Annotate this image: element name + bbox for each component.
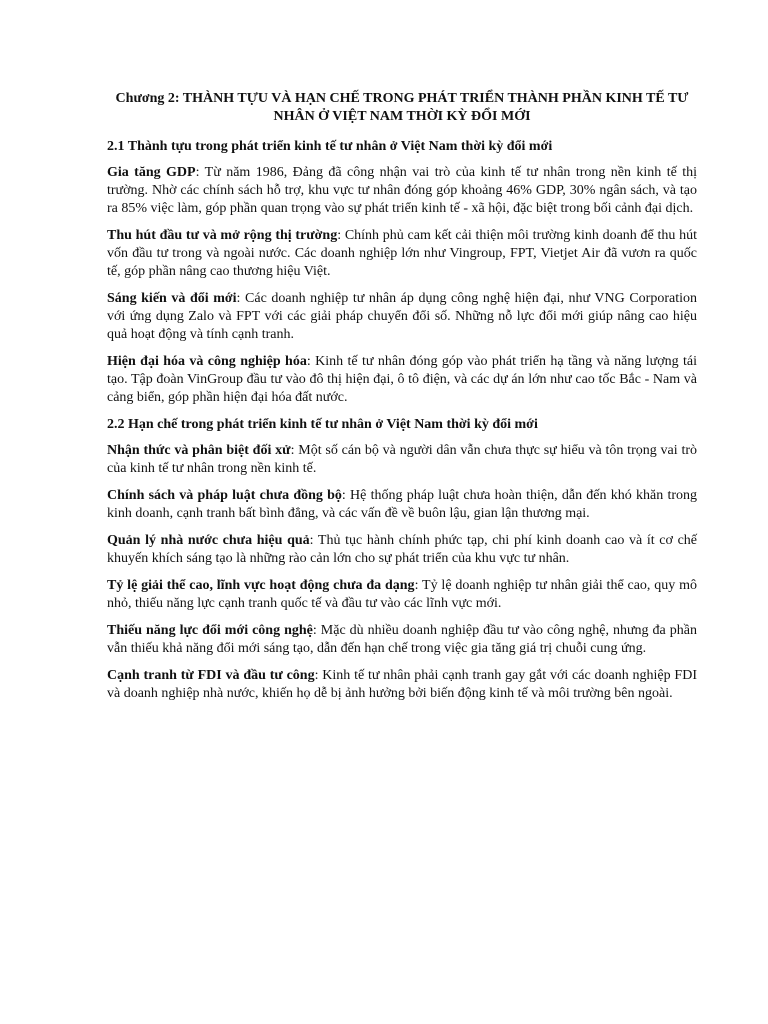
paragraph-policy xyxy=(107,487,697,523)
paragraph-text: : Kinh tế tư nhân đóng góp vào phát triển hạ tầng và năng lượng tái tạo. Tập đoàn VinGroup đầu tư vào đô thị hiện đại, ô tô điện, và các dự án lớn như cao tốc Bắc - Nam và cảng biển, góp phần hiện đại hóa đất nước. xyxy=(107,354,697,405)
paragraph-text: : Thủ tục hành chính phức tạp, chi phí kinh doanh cao và ít cơ chế khuyến khích sáng tạo là những rào cản lớn cho sự phát triển của khu vực tư nhân. xyxy=(107,533,697,566)
paragraph-term: Cạnh tranh từ FDI và đầu tư công xyxy=(107,668,315,683)
paragraph-technology xyxy=(107,622,697,658)
section-heading: 2.2 Hạn chế trong phát triển kinh tế tư nhân ở Việt Nam thời kỳ đổi mới xyxy=(107,417,538,432)
paragraph-term: Nhận thức và phân biệt đối xử xyxy=(107,443,291,458)
paragraph-term: Hiện đại hóa và công nghiệp hóa xyxy=(107,354,307,369)
paragraph-competition xyxy=(107,667,697,703)
section-achievements xyxy=(107,138,697,407)
paragraph-term: Thu hút đầu tư và mở rộng thị trường xyxy=(107,228,338,243)
paragraph-text: : Các doanh nghiệp tư nhân áp dụng công nghệ hiện đại, như VNG Corporation với ứng dụng Zalo và FPT với các giải pháp chuyển đổi số. Những nỗ lực đổi mới giúp nâng cao hiệu quả hoạt động và tính cạnh tranh. xyxy=(107,291,697,342)
section-limitations xyxy=(107,416,697,703)
paragraph-term: Sáng kiến và đổi mới xyxy=(107,291,237,306)
paragraph-text: : Một số cán bộ và người dân vẫn chưa thực sự hiểu và tôn trọng vai trò của kinh tế tư nhân trong nền kinh tế. xyxy=(107,443,697,476)
paragraph-modernization xyxy=(107,353,697,407)
paragraph-text: : Từ năm 1986, Đảng đã công nhận vai trò của kinh tế tư nhân trong nền kinh tế thị trường. Nhờ các chính sách hỗ trợ, khu vực tư nhân đóng góp khoảng 46% GDP, 30% ngân sách, và tạo ra 85% việc làm, góp phần quan trọng vào sự phát triển kinh tế - xã hội, đặc biệt trong bối cảnh đại dịch. xyxy=(107,165,698,216)
paragraph-text: : Mặc dù nhiều doanh nghiệp đầu tư vào công nghệ, nhưng đa phần vẫn thiếu khả năng đổi mới sáng tạo, dẫn đến hạn chế trong việc gia tăng giá trị chuỗi cung ứng. xyxy=(107,623,697,656)
paragraph-text: : Chính phủ cam kết cải thiện môi trường kinh doanh để thu hút vốn đầu tư trong và ngoài nước. Các doanh nghiệp lớn như Vingroup, FPT, Vietjet Air đã vươn ra quốc tế, góp phần nâng cao thương hiệu Việt. xyxy=(107,228,697,279)
section-heading: 2.1 Thành tựu trong phát triển kinh tế tư nhân ở Việt Nam thời kỳ đổi mới xyxy=(107,139,553,154)
paragraph-gdp-growth xyxy=(107,164,697,218)
paragraph-text: : Tỷ lệ doanh nghiệp tư nhân giải thể cao, quy mô nhỏ, thiếu năng lực cạnh tranh quốc tế và đầu tư vào các lĩnh vực mới. xyxy=(107,578,697,611)
paragraph-text: : Hệ thống pháp luật chưa hoàn thiện, dẫn đến khó khăn trong kinh doanh, cạnh tranh bất bình đẳng, và các vấn đề về buôn lậu, gian lận thương mại. xyxy=(107,488,697,521)
paragraph-text: : Kinh tế tư nhân phải cạnh tranh gay gắt với các doanh nghiệp FDI và doanh nghiệp nhà nước, khiến họ dễ bị ảnh hưởng bởi biến động kinh tế và môi trường bên ngoài. xyxy=(107,668,697,701)
paragraph-term: Quản lý nhà nước chưa hiệu quả xyxy=(107,533,310,548)
paragraph-management xyxy=(107,532,697,568)
paragraph-term: Gia tăng GDP xyxy=(107,165,196,180)
paragraph-dissolution xyxy=(107,577,697,613)
paragraph-term: Tỷ lệ giải thể cao, lĩnh vực hoạt động chưa đa dạng xyxy=(107,578,415,593)
paragraph-investment xyxy=(107,227,697,281)
paragraph-innovation xyxy=(107,290,697,344)
chapter-title: Chương 2: THÀNH TỰU VÀ HẠN CHẾ TRONG PHÁT TRIỂN THÀNH PHẦN KINH TẾ TƯ NHÂN Ở VIỆT NAM THỜI KỲ ĐỔI MỚI xyxy=(115,91,689,124)
paragraph-term: Thiếu năng lực đổi mới công nghệ xyxy=(107,623,313,638)
paragraph-awareness xyxy=(107,442,697,478)
paragraph-term: Chính sách và pháp luật chưa đồng bộ xyxy=(107,488,342,503)
